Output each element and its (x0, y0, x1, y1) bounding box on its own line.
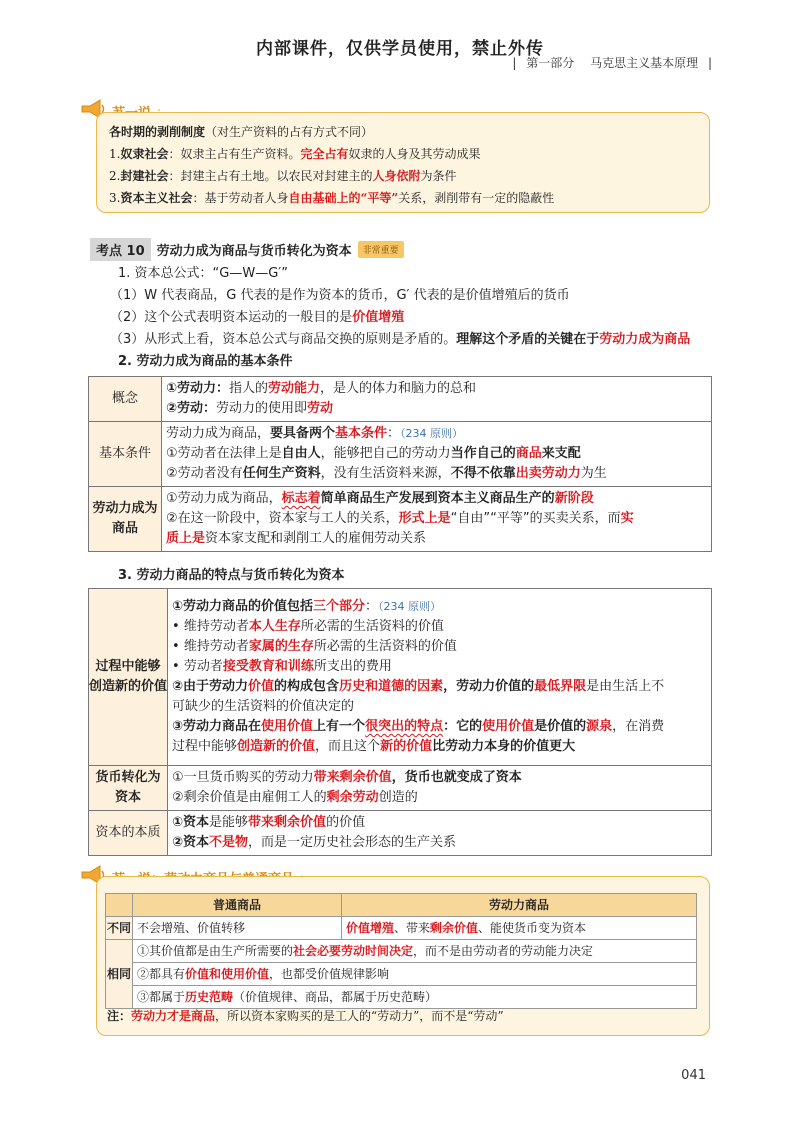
table-row (106, 963, 697, 986)
row-header-line: 过程中能够 (95, 659, 161, 674)
row-header (89, 766, 168, 811)
highlight: 劳动力才是商品 (131, 1009, 216, 1023)
highlight: 完全占有 (300, 147, 349, 161)
text: ①其价值都是由生产所需要的 (137, 944, 294, 958)
highlight: 最低界限 (534, 679, 587, 694)
text: ，所以资本家购买的是工人的“劳动力”，而不是“劳动” (215, 1009, 504, 1023)
callout-heading-note: （对生产资料的占有方式不同） (205, 125, 374, 139)
para-2 (110, 308, 404, 328)
table-row (106, 940, 697, 963)
num: 3. (109, 191, 121, 205)
table-row (89, 811, 712, 856)
term: 封建社会 (120, 169, 169, 183)
highlight: 剩余劳动 (326, 790, 379, 805)
text: ②在这一阶段中，资本家与工人的关系， (166, 511, 399, 526)
table-row (89, 766, 712, 811)
text-bold: 上有一个 (313, 719, 366, 734)
table-cell (133, 940, 697, 963)
text-bold: 是价值的 (534, 719, 587, 734)
text: “自由”“平等”的买卖关系，而 (450, 511, 621, 526)
highlight: 价值 (248, 679, 275, 694)
subheading-3: 3. 劳动力商品的特点与货币转化为资本 (118, 568, 345, 583)
callout-box-comparison (96, 876, 710, 1036)
callout-line-1 (109, 143, 697, 165)
text: ②劳动者没有 (166, 466, 243, 481)
text-bold: 的构成包含 (274, 679, 340, 694)
rule-note: （234 原则） (378, 600, 442, 613)
text: 所必需的生活资料的价值 (313, 639, 457, 654)
text: 是由生活上不 (586, 679, 665, 694)
highlight: 使用价值 (261, 719, 314, 734)
header-part: 第一部分 (526, 56, 575, 70)
num: 2. (109, 169, 121, 183)
table-cell (168, 589, 712, 766)
subheading-1: 1. 资本总公式：“G—W—G′” (118, 266, 288, 281)
row-header: 概念 (89, 377, 162, 422)
text-bold: ①劳动力商品的价值包括 (172, 599, 314, 614)
text: ，能够把自己的劳动力 (320, 446, 451, 461)
text: ：奴隶主占有生产资料。 (168, 147, 301, 161)
highlight: 商品 (515, 446, 542, 461)
row-label: 不同 (106, 917, 133, 940)
text: ，没有生活资料来源， (320, 466, 451, 481)
num: 1. (109, 147, 121, 161)
text-bold: ，劳动力价值的 (443, 679, 535, 694)
text: ，而是一定历史社会形态的生产关系 (248, 835, 457, 850)
text: • 劳动者 (172, 659, 223, 674)
row-header-line: 劳动力成为 (92, 501, 158, 516)
highlight: 出卖劳动力 (515, 466, 581, 481)
column-header: 普通商品 (133, 894, 342, 917)
table-cell (342, 917, 697, 940)
column-header: 劳动力商品 (342, 894, 697, 917)
table-row (89, 589, 712, 766)
para-3 (110, 330, 690, 350)
highlight: 创造新的价值 (237, 739, 316, 754)
highlight: 新的价值 (380, 739, 433, 754)
highlight: 实 (620, 511, 634, 526)
text-bold: ③劳动力商品在 (172, 719, 262, 734)
text: 奴隶的人身及其劳动成果 (348, 147, 481, 161)
table-cell (162, 422, 712, 487)
row-header: 基本条件 (89, 422, 162, 487)
text-bold: 要具备两个 (270, 426, 336, 441)
highlight: 带来剩余价值 (313, 770, 392, 785)
header-bar-right: | (707, 56, 712, 70)
text: ： (387, 426, 401, 441)
text: 为生 (580, 466, 607, 481)
table-cell: 不会增殖、价值转移 (133, 917, 342, 940)
page-number: 041 (681, 1068, 706, 1083)
section-tag: 考点 10 (90, 238, 151, 261)
text: 指人的 (229, 381, 269, 396)
highlight: 本人生存 (248, 619, 301, 634)
text: • 维持劳动者 (172, 619, 249, 634)
text: ③都属于 (137, 990, 186, 1004)
text: 、能使货币变为资本 (478, 921, 587, 935)
row-header-line: 资本 (115, 790, 142, 805)
table-cell (168, 766, 712, 811)
header-bar-left: | (512, 56, 517, 70)
highlight: 质上是 (166, 531, 206, 546)
text: 资本家支配和剥削工人的雇佣劳动关系 (205, 531, 427, 546)
row-header-line: 货币转化为 (95, 770, 161, 785)
callout-heading (109, 121, 697, 143)
callout-line-2 (109, 165, 697, 187)
highlight: 源泉 (586, 719, 613, 734)
text: • 维持劳动者 (172, 639, 249, 654)
text: （价值规律、商品，都属于历史范畴） (233, 990, 438, 1004)
table-cell (133, 986, 697, 1009)
highlight: 价值增殖 (352, 310, 405, 325)
header-subject: 马克思主义基本原理 (590, 56, 699, 70)
note-label: 注： (107, 1009, 132, 1023)
text-bold: 理解这个矛盾的关键在于 (456, 332, 600, 347)
row-header (89, 589, 168, 766)
text-bold: 当作自己的 (450, 446, 516, 461)
text: ①劳动者在法律上是 (166, 446, 282, 461)
highlight: 历史范畴 (185, 990, 234, 1004)
text: ②都具有 (137, 967, 186, 981)
text: 的价值 (326, 815, 366, 830)
table-row (89, 487, 712, 552)
highlight: 标志着 (281, 491, 321, 506)
text-bold: 不得不依靠 (450, 466, 516, 481)
text: ：封建主占有土地。以农民对封建主的 (168, 169, 373, 183)
text: 是能够 (209, 815, 249, 830)
section-title: 劳动力成为商品与货币转化为资本 (156, 244, 352, 259)
text-bold: 任何生产资料 (242, 466, 321, 481)
table-cell (162, 487, 712, 552)
highlight: 价值和使用价值 (185, 967, 270, 981)
callout-heading-text: 各时期的剥削制度 (109, 125, 206, 139)
table-row (89, 422, 712, 487)
labor-features-table (88, 588, 712, 856)
row-header (89, 487, 162, 552)
term: ②劳动： (166, 401, 217, 416)
highlight: 形式上是 (398, 511, 451, 526)
text: 、带来 (394, 921, 431, 935)
text-bold: 来支配 (541, 446, 581, 461)
highlight: 劳动能力 (268, 381, 321, 396)
text: ，是人的体力和脑力的总和 (320, 381, 477, 396)
highlight: 不是物 (209, 835, 249, 850)
highlight: 使用价值 (482, 719, 535, 734)
text-bold: ，货币也就变成了资本 (391, 770, 522, 785)
text: ①劳动力成为商品， (166, 491, 282, 506)
text-bold: ①资本 (172, 815, 210, 830)
term: 资本主义社会 (120, 191, 193, 205)
importance-badge: 非常重要 (358, 241, 404, 258)
comparison-table (105, 893, 697, 1009)
table-row (106, 986, 697, 1009)
text-bold: 简单商品生产发展到资本主义商品生产的 (320, 491, 555, 506)
text: 劳动力成为商品， (166, 426, 271, 441)
text: 创造的 (378, 790, 418, 805)
rule-note: （234 原则） (400, 427, 464, 440)
text: ： (365, 599, 379, 614)
table-row (89, 377, 712, 422)
table-cell (168, 811, 712, 856)
text: ，也都受价值规律影响 (269, 967, 390, 981)
highlight: 自由基础上的“平等” (288, 191, 399, 205)
text: 为条件 (420, 169, 457, 183)
row-header: 资本的本质 (89, 811, 168, 856)
highlight: 人身依附 (372, 169, 421, 183)
table-row (106, 917, 697, 940)
highlight: 价值增殖 (346, 921, 395, 935)
callout-box-exploitation (96, 112, 710, 213)
text: 劳动力的使用即 (216, 401, 308, 416)
subheading-2: 2. 劳动力成为商品的基本条件 (118, 354, 293, 369)
highlight: 很突出的特点 (365, 719, 444, 734)
highlight: 劳动力成为商品 (599, 332, 691, 347)
highlight: 剩余价值 (430, 921, 479, 935)
highlight: 家属的生存 (248, 639, 314, 654)
para-1: （1）W 代表商品，G 代表的是作为资本的货币，G′ 代表的是价值增殖后的货币 (110, 288, 570, 303)
text: ①一旦货币购买的劳动力 (172, 770, 314, 785)
term: ①劳动力： (166, 381, 230, 396)
term: 奴隶社会 (120, 147, 169, 161)
text: ，而不是由劳动者的劳动能力决定 (413, 944, 594, 958)
labor-commodity-table (88, 376, 712, 552)
highlight: 三个部分 (313, 599, 366, 614)
text: 可缺少的生活资料的价值决定的 (172, 699, 355, 714)
highlight: 新阶段 (554, 491, 594, 506)
text: ②剩余价值是由雇佣工人的 (172, 790, 327, 805)
highlight: 劳动 (307, 401, 334, 416)
highlight: 历史和道德的因素 (339, 679, 444, 694)
callout-line-3 (109, 187, 697, 209)
text-bold: 比劳动力本身的价值更大 (432, 739, 576, 754)
callout-note (107, 1007, 504, 1024)
text-bold: ②资本 (172, 835, 210, 850)
section-heading (90, 238, 404, 261)
row-header-line: 创造新的价值 (89, 679, 168, 694)
chapter-header (512, 54, 712, 71)
corner-cell (106, 894, 133, 917)
highlight: 接受教育和训练 (222, 659, 314, 674)
text-bold: ：它的 (443, 719, 483, 734)
table-cell (133, 963, 697, 986)
table-header-row (106, 894, 697, 917)
row-label: 相同 (106, 940, 133, 1009)
text-bold: ②由于劳动力 (172, 679, 249, 694)
text: 所必需的生活资料的价值 (300, 619, 444, 634)
text: 所支出的费用 (313, 659, 392, 674)
text: 关系，剥削带有一定的隐蔽性 (398, 191, 555, 205)
page-title: 内部课件，仅供学员使用，禁止外传 (256, 39, 544, 59)
text: ：基于劳动者人身 (192, 191, 289, 205)
highlight: 基本条件 (335, 426, 388, 441)
text: （2）这个公式表明资本运动的一般目的是 (110, 310, 353, 325)
row-header-line: 商品 (111, 521, 138, 536)
text-bold: 自由人 (281, 446, 321, 461)
text: 过程中能够 (172, 739, 238, 754)
text: （3）从形式上看，资本总公式与商品交换的原则是矛盾的。 (110, 332, 457, 347)
table-cell (162, 377, 712, 422)
highlight: 社会必要劳动时间决定 (293, 944, 414, 958)
text: ，而且这个 (315, 739, 381, 754)
highlight: 带来剩余价值 (248, 815, 327, 830)
text: ，在消费 (612, 719, 665, 734)
